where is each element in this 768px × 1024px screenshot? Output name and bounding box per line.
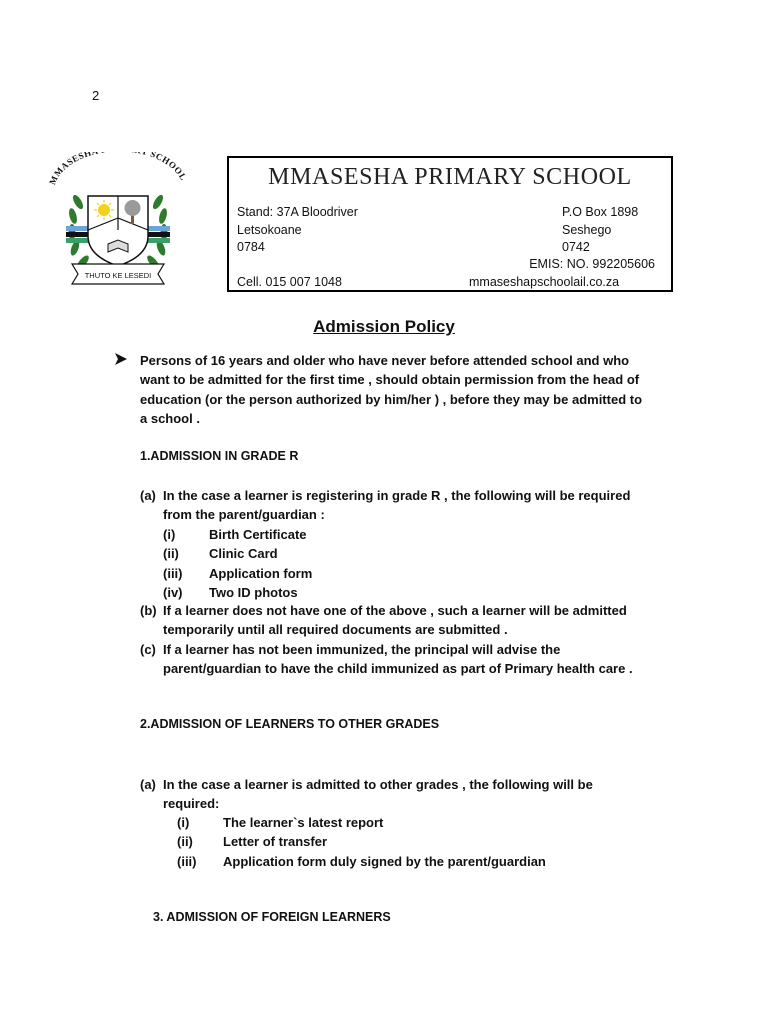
text-line: In the case a learner is admitted to other grades , the following will be bbox=[163, 777, 593, 792]
list-item-number: (i) bbox=[163, 527, 176, 542]
section1-heading: 1.ADMISSION IN GRADE R bbox=[140, 449, 299, 463]
intro-line: Persons of 16 years and older who have never before attended school and who bbox=[140, 353, 630, 368]
list-item-number: (iv) bbox=[163, 584, 183, 600]
logo-motto: THUTO KE LESEDI bbox=[84, 271, 152, 280]
list-item-text: Clinic Card bbox=[209, 546, 278, 562]
list-item-text: Two ID photos bbox=[209, 584, 298, 600]
section1-b-text bbox=[163, 601, 683, 640]
address-right bbox=[562, 204, 638, 257]
page-number: 2 bbox=[92, 88, 100, 103]
section1-a-label: (a) bbox=[140, 488, 156, 503]
address-line: P.O Box 1898 bbox=[562, 205, 639, 219]
section1-b-label: (b) bbox=[140, 603, 157, 618]
text-line: parent/guardian to have the child immunized as part of Primary health care . bbox=[163, 661, 633, 677]
list-item bbox=[163, 525, 312, 544]
intro-line: a school . bbox=[140, 410, 200, 426]
section1-c-label: (c) bbox=[140, 642, 156, 657]
svg-text:MMASESHA PRIMARY SCHOOL bbox=[47, 152, 189, 186]
school-crest-icon bbox=[18, 152, 218, 294]
school-header-box bbox=[227, 156, 673, 292]
school-logo bbox=[18, 152, 218, 294]
intro-line: education (or the person authorized by him/her ) , before they may be admitted to bbox=[140, 391, 643, 407]
list-item bbox=[163, 564, 312, 583]
address-line: 0784 bbox=[237, 240, 265, 254]
list-item-text: Birth Certificate bbox=[209, 527, 307, 542]
list-item bbox=[163, 583, 312, 602]
section2-a-text bbox=[163, 775, 683, 814]
list-item bbox=[177, 832, 546, 851]
text-line: required: bbox=[163, 796, 220, 812]
logo-arc-text: MMASESH SCHOOL bbox=[47, 152, 189, 187]
list-item-text: Application form bbox=[209, 565, 313, 581]
section3-heading: 3. ADMISSION OF FOREIGN LEARNERS bbox=[153, 910, 391, 924]
list-item bbox=[177, 852, 546, 871]
list-item-number: (i) bbox=[177, 815, 190, 830]
cell-number: Cell. 015 007 1048 bbox=[237, 275, 342, 289]
intro-paragraph bbox=[140, 351, 680, 428]
list-item-text: Application form duly signed by the parent/guardian bbox=[223, 853, 546, 869]
list-item-number: (iii) bbox=[177, 853, 197, 869]
address-line: Seshego bbox=[562, 222, 612, 237]
page-title: Admission Policy bbox=[313, 317, 455, 336]
text-line: In the case a learner is registering in grade R , the following will be required bbox=[163, 488, 631, 503]
text-line: If a learner has not been immunized, the principal will advise the bbox=[163, 642, 561, 657]
section1-item-list bbox=[163, 525, 312, 602]
section1-c-text bbox=[163, 640, 683, 679]
school-name: MMASESHA PRIMARY SCHOOL bbox=[268, 164, 632, 190]
email-address: mmaseshapschoolail.co.za bbox=[469, 275, 620, 289]
address-left bbox=[237, 204, 358, 257]
section1-a-text bbox=[163, 486, 683, 525]
list-item-text: Letter of transfer bbox=[223, 834, 328, 850]
list-item-number: (ii) bbox=[163, 546, 179, 562]
section2-a-label: (a) bbox=[140, 777, 156, 792]
emis-number: EMIS: NO. 992205606 bbox=[529, 257, 655, 271]
list-item-number: (iii) bbox=[163, 565, 183, 581]
list-item bbox=[163, 544, 312, 563]
text-line: from the parent/guardian : bbox=[163, 507, 325, 523]
section2-heading: 2.ADMISSION OF LEARNERS TO OTHER GRADES bbox=[140, 717, 440, 731]
section2-item-list bbox=[177, 813, 546, 871]
address-line: Stand: 37A Bloodriver bbox=[237, 205, 358, 219]
address-line: 0742 bbox=[562, 240, 590, 254]
list-item bbox=[177, 813, 546, 832]
list-item-number: (ii) bbox=[177, 834, 193, 850]
address-line: Letsokoane bbox=[237, 222, 302, 237]
text-line: temporarily until all required documents are submitted . bbox=[163, 622, 508, 638]
text-line: If a learner does not have one of the above , such a learner will be admitted bbox=[163, 603, 627, 618]
list-item-text: The learner`s latest report bbox=[223, 815, 384, 830]
intro-line: want to be admitted for the first time , should obtain permission from the head of bbox=[140, 372, 640, 388]
arrow-bullet-icon bbox=[114, 352, 128, 369]
